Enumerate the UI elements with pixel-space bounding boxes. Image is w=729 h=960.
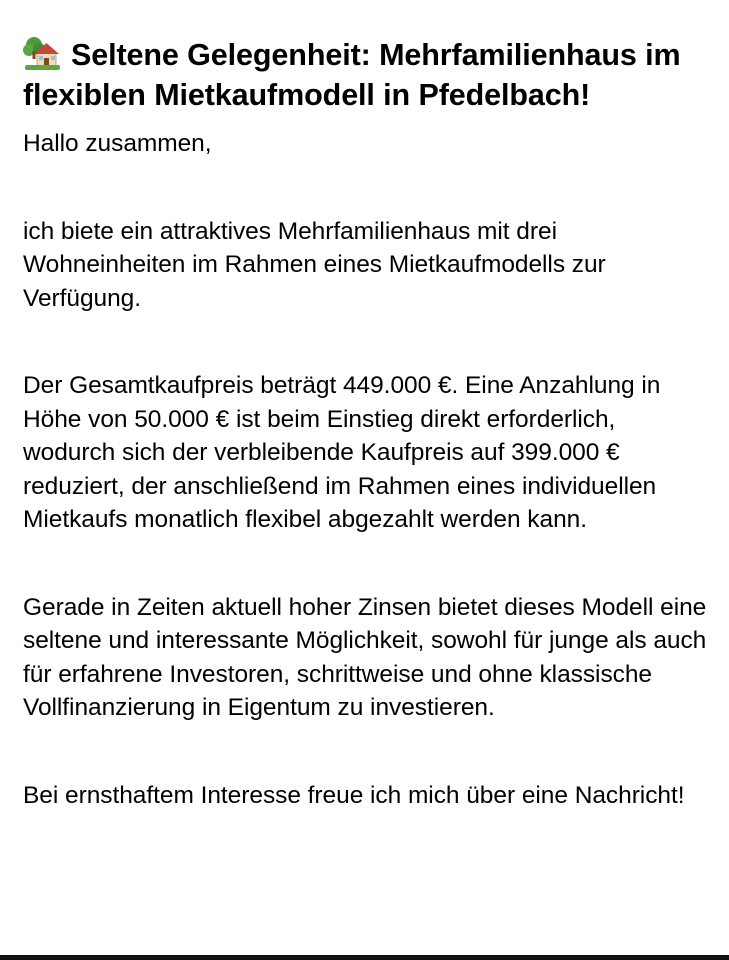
greeting-paragraph: Hallo zusammen, bbox=[23, 130, 212, 157]
house-with-garden-icon bbox=[23, 35, 61, 71]
bottom-divider bbox=[0, 955, 729, 960]
post-title-text: Seltene Gelegenheit: Mehrfamilienhaus im flexiblen Mietkaufmodell in Pfedelbach! bbox=[23, 38, 681, 112]
investment-paragraph: Gerade in Zeiten aktuell hoher Zinsen bietet dieses Modell eine seltene und interessante Möglichkeit, sowohl für junge als auch für erfahrene Investoren, schrittweise und ohne klassische Vollfinanzierung in Eigentum zu investieren. bbox=[23, 593, 707, 721]
post-title bbox=[23, 35, 713, 115]
price-paragraph: Der Gesamtkaufpreis beträgt 449.000 €. Eine Anzahlung in Höhe von 50.000 € ist beim Einstieg direkt erforderlich, wodurch sich der verbleibende Kaufpreis auf 399.000 € reduziert, der anschließend im Rahmen eines individuellen Mietkaufs monatlich flexibel abgezahlt werden kann. bbox=[23, 372, 661, 533]
contact-paragraph: Bei ernsthaftem Interesse freue ich mich über eine Nachricht! bbox=[23, 781, 685, 809]
post-body bbox=[23, 35, 713, 812]
offer-paragraph: ich biete ein attraktives Mehrfamilienhaus mit drei Wohneinheiten im Rahmen eines Mietkaufmodells zur Verfügung. bbox=[23, 217, 606, 312]
